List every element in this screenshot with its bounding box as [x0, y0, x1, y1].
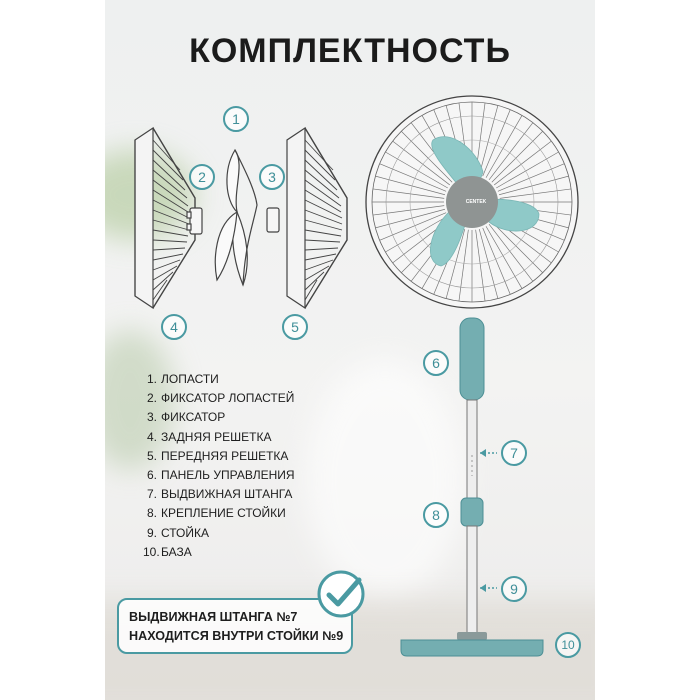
- product-card: [105, 0, 595, 700]
- part-number-3: 3: [259, 164, 285, 190]
- page-title: КОМПЛЕКТНОСТЬ: [189, 32, 511, 70]
- list-item: 2. ФИКСАТОР ЛОПАСТЕЙ: [146, 391, 295, 406]
- part-number-4: 4: [161, 314, 187, 340]
- list-item: 5. ПЕРЕДНЯЯ РЕШЕТКА: [146, 448, 289, 463]
- fan-stand: [401, 318, 543, 656]
- part-number-8: 8: [423, 502, 449, 528]
- part-number-10: 10: [555, 632, 581, 658]
- part-number-6: 6: [423, 350, 449, 376]
- list-item: 3. ФИКСАТОР: [146, 410, 226, 425]
- part-number-2: 2: [189, 164, 215, 190]
- list-item: 7. ВЫДВИЖНАЯ ШТАНГА: [146, 487, 293, 502]
- part-number-5: 5: [282, 314, 308, 340]
- list-item: 10.БАЗА: [143, 544, 192, 559]
- list-item: 4. ЗАДНЯЯ РЕШЕТКА: [146, 429, 272, 444]
- part-number-7: 7: [501, 440, 527, 466]
- checkmark-icon: [315, 568, 367, 620]
- note-line-2: НАХОДИТСЯ ВНУТРИ СТОЙКИ №9: [129, 629, 344, 643]
- fan-logo: CENTEK: [465, 199, 487, 205]
- list-item: 1. ЛОПАСТИ: [146, 372, 219, 386]
- blade-drawing: [215, 150, 257, 285]
- part-number-1: 1: [223, 106, 249, 132]
- parts-list: [143, 370, 295, 562]
- rear-grille-drawing: [135, 128, 195, 308]
- list-item: 8. КРЕПЛЕНИЕ СТОЙКИ: [146, 506, 286, 521]
- list-item: 9. СТОЙКА: [146, 525, 210, 540]
- note-line-1: ВЫДВИЖНАЯ ШТАНГА №7: [129, 610, 298, 624]
- list-item: 6. ПАНЕЛЬ УПРАВЛЕНИЯ: [146, 467, 295, 482]
- front-grille-drawing: [287, 128, 347, 308]
- part-number-9: 9: [501, 576, 527, 602]
